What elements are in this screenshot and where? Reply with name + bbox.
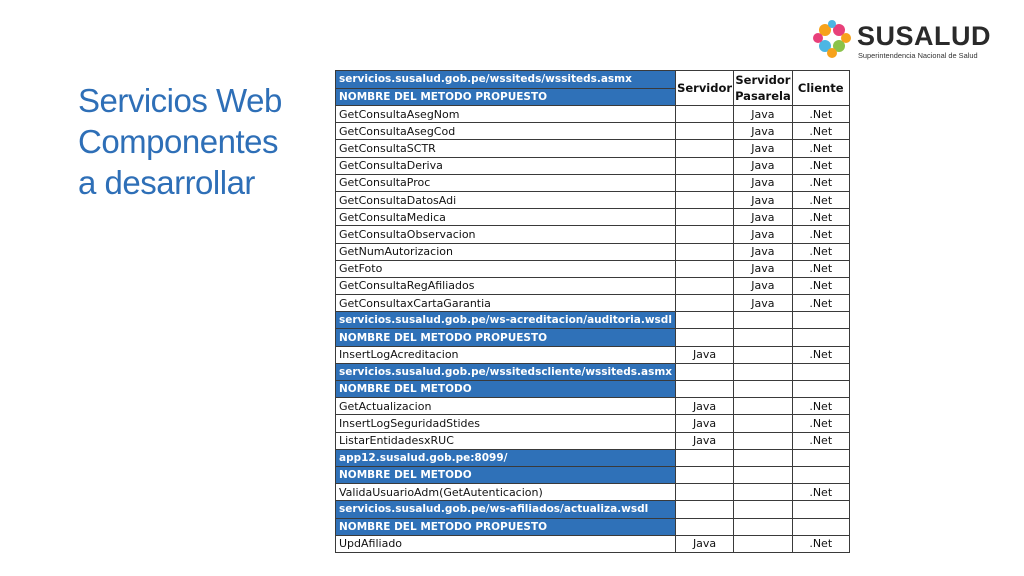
cliente-cell: .Net: [792, 277, 849, 294]
method-name-cell: GetConsultaProc: [336, 174, 676, 191]
pasarela-cell: Java: [734, 295, 793, 312]
servidor-cell: [676, 226, 734, 243]
table-row: [336, 260, 850, 277]
table-row: [336, 106, 850, 123]
section-header-cell: servicios.susalud.gob.pe/wssitedscliente/wssiteds.asmx: [336, 363, 676, 380]
servidor-cell: [676, 140, 734, 157]
method-name-cell: GetFoto: [336, 260, 676, 277]
method-name-cell: GetActualizacion: [336, 398, 676, 415]
section-header-cell: servicios.susalud.gob.pe/ws-afiliados/actualiza.wsdl: [336, 501, 676, 518]
servidor-cell: [676, 191, 734, 208]
pasarela-cell: [734, 432, 793, 449]
table-section-header-row: [336, 363, 850, 380]
table-section-header-row: [336, 501, 850, 518]
method-name-cell: UpdAfiliado: [336, 535, 676, 552]
cliente-cell: .Net: [792, 140, 849, 157]
table-row: [336, 123, 850, 140]
pasarela-cell: [734, 312, 793, 329]
table-row: [336, 157, 850, 174]
servidor-cell: [676, 106, 734, 123]
logo-subtitle: Superintendencia Nacional de Salud: [858, 51, 978, 60]
method-name-cell: GetConsultaxCartaGarantia: [336, 295, 676, 312]
pasarela-cell: [734, 449, 793, 466]
cliente-cell: .Net: [792, 398, 849, 415]
cliente-cell: .Net: [792, 174, 849, 191]
cliente-cell: [792, 363, 849, 380]
servidor-cell: Java: [676, 432, 734, 449]
pasarela-cell: [734, 484, 793, 501]
pasarela-cell: Java: [734, 191, 793, 208]
servidor-cell: [676, 381, 734, 398]
slide-title: [78, 80, 282, 203]
title-line-2: Componentes: [78, 123, 278, 160]
table-row: [336, 484, 850, 501]
pasarela-cell: Java: [734, 226, 793, 243]
cliente-cell: .Net: [792, 260, 849, 277]
table-row: [336, 398, 850, 415]
table-row: [336, 226, 850, 243]
cliente-cell: .Net: [792, 415, 849, 432]
table-row: [336, 535, 850, 552]
cliente-cell: [792, 329, 849, 346]
cliente-cell: [792, 449, 849, 466]
cliente-cell: .Net: [792, 191, 849, 208]
table-row: [336, 209, 850, 226]
title-line-1: Servicios Web: [78, 82, 282, 119]
cliente-cell: .Net: [792, 226, 849, 243]
method-name-cell: GetConsultaSCTR: [336, 140, 676, 157]
method-name-cell: InsertLogSeguridadStides: [336, 415, 676, 432]
services-table: [335, 70, 850, 553]
table-row: [336, 415, 850, 432]
servidor-cell: Java: [676, 398, 734, 415]
servidor-cell: Java: [676, 535, 734, 552]
cliente-cell: .Net: [792, 484, 849, 501]
servidor-cell: [676, 123, 734, 140]
table-section-header-row: [336, 329, 850, 346]
method-name-cell: GetConsultaAsegCod: [336, 123, 676, 140]
cliente-cell: .Net: [792, 209, 849, 226]
pasarela-cell: [734, 535, 793, 552]
pasarela-cell: [734, 363, 793, 380]
section-header-cell: servicios.susalud.gob.pe/ws-acreditacion/auditoria.wsdl: [336, 312, 676, 329]
servidor-cell: Java: [676, 346, 734, 363]
cliente-cell: .Net: [792, 157, 849, 174]
servidor-cell: [676, 363, 734, 380]
table-row: [336, 295, 850, 312]
table-row: [336, 191, 850, 208]
method-name-cell: GetConsultaDatosAdi: [336, 191, 676, 208]
table-row: [336, 140, 850, 157]
pasarela-cell: Java: [734, 174, 793, 191]
section-header-cell: NOMBRE DEL METODO: [336, 466, 676, 483]
cliente-cell: .Net: [792, 106, 849, 123]
method-name-cell: ListarEntidadesxRUC: [336, 432, 676, 449]
pasarela-cell: [734, 518, 793, 535]
cliente-cell: [792, 466, 849, 483]
servidor-cell: [676, 174, 734, 191]
table-section-header-row: [336, 466, 850, 483]
servidor-cell: [676, 518, 734, 535]
table-row: [336, 277, 850, 294]
cliente-cell: [792, 501, 849, 518]
section-header-cell: NOMBRE DEL METODO PROPUESTO: [336, 518, 676, 535]
pasarela-cell: [734, 346, 793, 363]
servidor-cell: [676, 329, 734, 346]
cliente-cell: .Net: [792, 346, 849, 363]
table-section-header-row: [336, 381, 850, 398]
pasarela-cell: [734, 398, 793, 415]
method-name-cell: GetNumAutorizacion: [336, 243, 676, 260]
column-header-servidor: Servidor: [676, 71, 734, 106]
servidor-cell: [676, 466, 734, 483]
pasarela-cell: [734, 329, 793, 346]
flower-logo-icon: [812, 20, 852, 60]
method-name-cell: InsertLogAcreditacion: [336, 346, 676, 363]
column-header-servidor-pasarela: Servidor Pasarela: [734, 71, 793, 106]
section-header-cell: NOMBRE DEL METODO PROPUESTO: [336, 88, 676, 106]
cliente-cell: .Net: [792, 295, 849, 312]
servidor-cell: [676, 501, 734, 518]
section-header-cell: servicios.susalud.gob.pe/wssiteds/wssiteds.asmx: [336, 71, 676, 89]
cliente-cell: [792, 312, 849, 329]
method-name-cell: GetConsultaAsegNom: [336, 106, 676, 123]
pasarela-cell: Java: [734, 277, 793, 294]
pasarela-cell: Java: [734, 106, 793, 123]
pasarela-cell: Java: [734, 140, 793, 157]
cliente-cell: [792, 381, 849, 398]
section-header-cell: app12.susalud.gob.pe:8099/: [336, 449, 676, 466]
pasarela-cell: Java: [734, 123, 793, 140]
pasarela-cell: [734, 466, 793, 483]
table-row: [336, 243, 850, 260]
method-name-cell: GetConsultaMedica: [336, 209, 676, 226]
method-name-cell: GetConsultaObservacion: [336, 226, 676, 243]
table-section-header-row: [336, 518, 850, 535]
servidor-cell: [676, 260, 734, 277]
cliente-cell: .Net: [792, 123, 849, 140]
column-header-cliente: Cliente: [792, 71, 849, 106]
table-row: [336, 346, 850, 363]
cliente-cell: .Net: [792, 432, 849, 449]
cliente-cell: .Net: [792, 535, 849, 552]
servidor-cell: [676, 277, 734, 294]
servidor-cell: Java: [676, 415, 734, 432]
servidor-cell: [676, 209, 734, 226]
cliente-cell: .Net: [792, 243, 849, 260]
pasarela-cell: Java: [734, 157, 793, 174]
servidor-cell: [676, 243, 734, 260]
pasarela-cell: [734, 415, 793, 432]
logo-name: SUSALUD: [857, 21, 992, 51]
section-header-cell: NOMBRE DEL METODO PROPUESTO: [336, 329, 676, 346]
cliente-cell: [792, 518, 849, 535]
servidor-cell: [676, 312, 734, 329]
servidor-cell: [676, 157, 734, 174]
servidor-cell: [676, 449, 734, 466]
pasarela-cell: [734, 381, 793, 398]
section-header-cell: NOMBRE DEL METODO: [336, 381, 676, 398]
title-line-3: a desarrollar: [78, 164, 255, 201]
method-name-cell: GetConsultaDeriva: [336, 157, 676, 174]
servidor-cell: [676, 484, 734, 501]
table-row: [336, 174, 850, 191]
pasarela-cell: Java: [734, 243, 793, 260]
pasarela-cell: Java: [734, 260, 793, 277]
servidor-cell: [676, 295, 734, 312]
table-section-header-row: [336, 449, 850, 466]
method-name-cell: GetConsultaRegAfiliados: [336, 277, 676, 294]
pasarela-cell: Java: [734, 209, 793, 226]
pasarela-cell: [734, 501, 793, 518]
method-name-cell: ValidaUsuarioAdm(GetAutenticacion): [336, 484, 676, 501]
table-section-header-row: [336, 71, 850, 89]
table-section-header-row: [336, 312, 850, 329]
table-row: [336, 432, 850, 449]
